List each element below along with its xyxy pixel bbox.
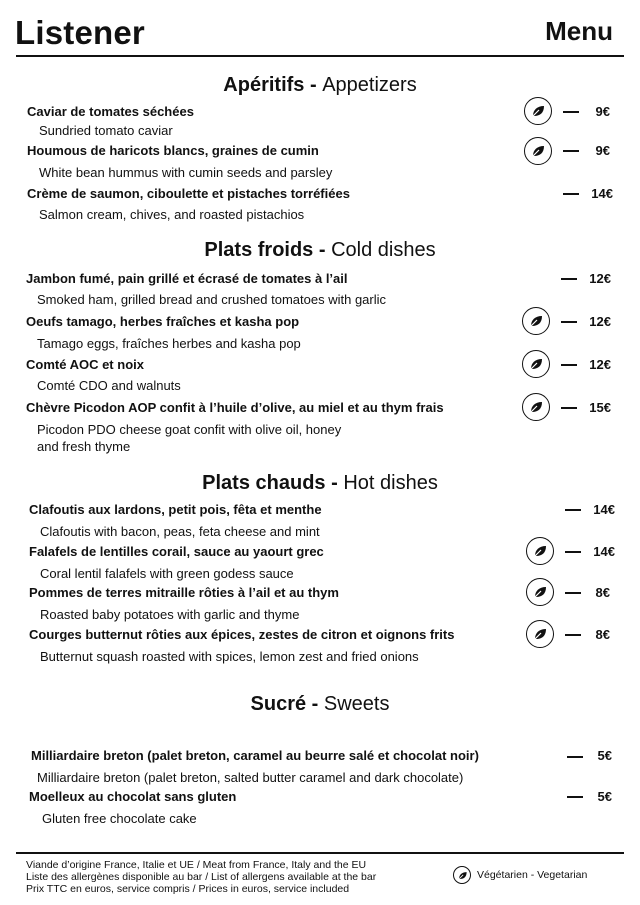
menu-item-price: 5€ (597, 748, 612, 763)
section-title-en: Cold dishes (331, 239, 436, 261)
leaf-icon (530, 103, 546, 119)
section-title-sweets (0, 693, 640, 716)
section-title-sep: - (313, 239, 332, 261)
menu-item-desc: Butternut squash roasted with spices, lemon zest and fried onions (40, 649, 419, 664)
menu-item-desc: Picodon PDO cheese goat confit with olive oil, honey and fresh thyme (37, 422, 342, 454)
menu-item-name: Houmous de haricots blancs, graines de cumin (27, 143, 319, 158)
header (0, 0, 640, 58)
menu-item-name: Clafoutis aux lardons, petit pois, fêta et menthe (29, 502, 322, 517)
menu-item-price: 14€ (593, 502, 615, 517)
menu-item-desc: Tamago eggs, fraîches herbes and kasha pop (37, 336, 301, 351)
brand-name: Listener (15, 14, 145, 51)
vegetarian-badge (522, 393, 550, 421)
menu-item-name: Crème de saumon, ciboulette et pistaches torréfiées (27, 186, 350, 201)
vegetarian-legend (453, 866, 587, 884)
menu-item-name: Comté AOC et noix (26, 357, 144, 372)
vegetarian-badge (522, 307, 550, 335)
vegetarian-badge (526, 578, 554, 606)
menu-item-desc: Salmon cream, chives, and roasted pistachios (39, 207, 305, 222)
menu-item-desc: Coral lentil falafels with green godess sauce (40, 566, 294, 581)
section-title-fr: Plats froids (204, 239, 314, 261)
section-title-en: Appetizers (322, 74, 417, 96)
leaf-icon (457, 870, 468, 881)
menu-item-desc: Milliardaire breton (palet breton, salted butter caramel and dark chocolate) (37, 770, 464, 785)
menu-item-price: 9€ (595, 104, 610, 119)
section-title-fr: Apéritifs (223, 74, 305, 96)
leaf-icon (532, 543, 548, 559)
menu-item-price: 12€ (589, 314, 611, 329)
vegetarian-badge (524, 137, 552, 165)
section-title-en: Sweets (323, 693, 390, 715)
vegetarian-legend-label: Végétarien - Vegetarian (477, 869, 588, 881)
section-title-hot (0, 472, 640, 495)
menu-item-price: 8€ (595, 627, 610, 642)
bottom-divider (16, 852, 624, 854)
menu-item-name: Falafels de lentilles corail, sauce au yaourt grec (29, 544, 324, 559)
menu-item-desc: White bean hummus with cumin seeds and parsley (39, 165, 333, 180)
menu-item-name: Caviar de tomates séchées (27, 104, 194, 119)
menu-item-name: Moelleux au chocolat sans gluten (29, 789, 237, 804)
menu-item-price: 9€ (595, 143, 610, 158)
top-divider (16, 55, 624, 57)
leaf-icon (532, 626, 548, 642)
vegetarian-badge (526, 620, 554, 648)
menu-item-name: Oeufs tamago, herbes fraîches et kasha pop (26, 314, 300, 329)
section-title-en: Hot dishes (343, 472, 438, 494)
menu-item-desc: Gluten free chocolate cake (42, 811, 197, 826)
footer-prices-note: Prix TTC en euros, service compris / Prices in euros, service included (26, 883, 350, 895)
menu-item-desc: Roasted baby potatoes with garlic and thyme (40, 607, 300, 622)
section-title-sep: - (304, 74, 323, 96)
section-title-aperitifs (0, 74, 640, 97)
section-title-sep: - (306, 693, 324, 715)
menu-item-desc: Sundried tomato caviar (39, 123, 173, 138)
menu-item-price: 14€ (591, 186, 613, 201)
section-title-fr: Sucré (250, 693, 307, 715)
leaf-icon (528, 313, 544, 329)
vegetarian-badge (526, 537, 554, 565)
menu-item-price: 15€ (589, 400, 611, 415)
menu-item-desc: Smoked ham, grilled bread and crushed tomatoes with garlic (37, 292, 387, 307)
leaf-icon (530, 143, 546, 159)
menu-item-price: 8€ (595, 585, 610, 600)
menu-item-name: Milliardaire breton (palet breton, caramel au beurre salé et chocolat noir) (31, 748, 479, 763)
section-title-fr: Plats chauds (202, 472, 326, 494)
footer-origin-note: Viande d’origine France, Italie et UE / Meat from France, Italy and the EU (26, 859, 367, 871)
section-title-cold (0, 239, 640, 262)
vegetarian-badge (453, 866, 471, 884)
menu-item-price: 12€ (589, 271, 611, 286)
menu-item-price: 14€ (593, 544, 615, 559)
leaf-icon (532, 584, 548, 600)
menu-item-price: 5€ (597, 789, 612, 804)
menu-item-desc: Clafoutis with bacon, peas, feta cheese and mint (40, 524, 320, 539)
leaf-icon (528, 356, 544, 372)
menu-label: Menu (545, 16, 613, 46)
menu-item-name: Chèvre Picodon AOP confit à l’huile d’olive, au miel et au thym frais (26, 400, 444, 415)
leaf-icon (528, 399, 544, 415)
menu-item-name: Pommes de terres mitraille rôties à l’ail et au thym (29, 585, 339, 600)
menu-item-desc: Comté CDO and walnuts (37, 378, 181, 393)
menu-item-name: Courges butternut rôties aux épices, zestes de citron et oignons frits (29, 627, 455, 642)
menu-item-name: Jambon fumé, pain grillé et écrasé de tomates à l’ail (26, 271, 348, 286)
footer-allergens-note: Liste des allergènes disponible au bar / List of allergens available at the bar (26, 871, 377, 883)
menu-item-price: 12€ (589, 357, 611, 372)
vegetarian-badge (524, 97, 552, 125)
vegetarian-badge (522, 350, 550, 378)
section-title-sep: - (325, 472, 344, 494)
